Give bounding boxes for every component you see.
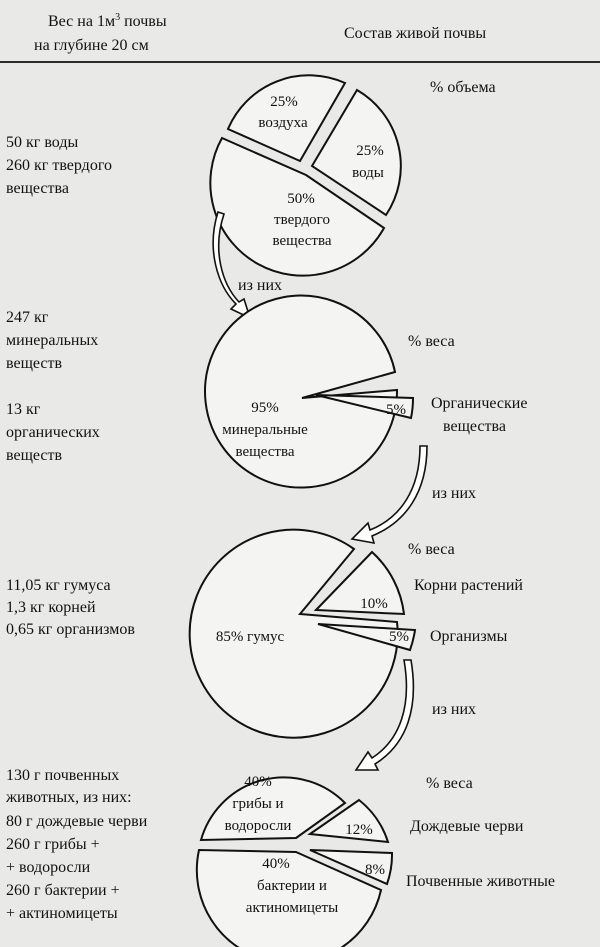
pie1-water-value: 25% bbox=[356, 143, 384, 159]
s2-left-line: органических bbox=[6, 424, 100, 441]
arrow-1-label: из них bbox=[238, 277, 283, 294]
s1-left-line: 260 кг твердого bbox=[6, 157, 112, 174]
pie1-air-name: воздуха bbox=[258, 115, 308, 131]
pie4-worms-value: 12% bbox=[345, 822, 373, 838]
pie3-roots-value: 10% bbox=[360, 596, 388, 612]
arrow-3-label: из них bbox=[432, 701, 477, 718]
s4-left-line: 260 г бактерии + bbox=[6, 882, 120, 899]
s2-left-line: 13 кг bbox=[6, 401, 41, 418]
pie1-solid-name: твердого bbox=[274, 212, 330, 228]
s4-left-line: 130 г почвенных bbox=[6, 767, 120, 784]
s4-left-line: + актиномицеты bbox=[6, 905, 118, 922]
s3-left-line: 1,3 кг корней bbox=[6, 599, 96, 616]
pie-chart-1 bbox=[210, 75, 400, 275]
arrow-2-label: из них bbox=[432, 485, 477, 502]
header-weight-line1: Вес на $1м^3$ почвы bbox=[48, 12, 167, 30]
pie-chart-4 bbox=[197, 774, 555, 947]
pie4-animals-name: Почвенные животные bbox=[406, 873, 555, 890]
s4-unit-label: % веса bbox=[426, 775, 473, 792]
s2-left-line: веществ bbox=[6, 355, 63, 372]
pie2-mineral-value: 95% bbox=[251, 400, 279, 416]
pie2-organic-name: вещества bbox=[443, 418, 506, 435]
pie1-air-value: 25% bbox=[270, 94, 298, 110]
pie1-solid-name: вещества bbox=[272, 233, 332, 249]
pie4-fungi-value: 40% bbox=[244, 774, 272, 790]
pie3-organisms-value: 5% bbox=[389, 629, 409, 645]
pie4-animals-value: 8% bbox=[365, 862, 385, 878]
s4-left-line: + водоросли bbox=[6, 859, 91, 876]
pie2-mineral-name: минеральные bbox=[222, 422, 308, 438]
pie4-bacteria-name: актиномицеты bbox=[245, 900, 339, 916]
header-composition: Состав живой почвы bbox=[344, 25, 487, 42]
pie4-bacteria-value: 40% bbox=[262, 856, 290, 872]
pie1-solid-value: 50% bbox=[287, 191, 315, 207]
s2-left-line: минеральных bbox=[6, 332, 99, 349]
pie2-mineral-name: вещества bbox=[235, 444, 295, 460]
pie4-fungi-name: водоросли bbox=[224, 818, 292, 834]
s4-left-line: 80 г дождевые черви bbox=[6, 813, 148, 830]
pie4-fungi-name: грибы и bbox=[232, 796, 284, 812]
pie4-worms-name: Дождевые черви bbox=[410, 818, 524, 835]
s4-left-line: 260 г грибы + bbox=[6, 836, 100, 853]
s1-unit-label: % объема bbox=[430, 79, 496, 96]
s3-left-line: 0,65 кг организмов bbox=[6, 621, 135, 638]
pie-chart-2 bbox=[205, 296, 527, 488]
s1-left-line: 50 кг воды bbox=[6, 134, 79, 151]
pie1-water-name: воды bbox=[352, 165, 384, 181]
s3-unit-label: % веса bbox=[408, 541, 455, 558]
s2-left-line: веществ bbox=[6, 447, 63, 464]
pie3-roots-name: Корни растений bbox=[414, 577, 523, 594]
pie2-organic-name: Органические bbox=[431, 395, 528, 412]
s4-left-line: животных, из них: bbox=[6, 789, 132, 806]
s2-unit-label: % веса bbox=[408, 333, 455, 350]
pie2-organic-value: 5% bbox=[386, 402, 406, 418]
pie3-humus-label: 85% гумус bbox=[215, 629, 285, 645]
pie2-mineral-slice bbox=[205, 296, 397, 488]
s3-left-line: 11,05 кг гумуса bbox=[6, 577, 111, 594]
s1-left-line: вещества bbox=[6, 180, 69, 197]
pie3-organisms-name: Организмы bbox=[430, 628, 508, 645]
pie4-bacteria-name: бактерии и bbox=[257, 878, 327, 894]
s2-left-line: 247 кг bbox=[6, 309, 49, 326]
header-weight-line2: на глубине 20 см bbox=[34, 37, 149, 54]
